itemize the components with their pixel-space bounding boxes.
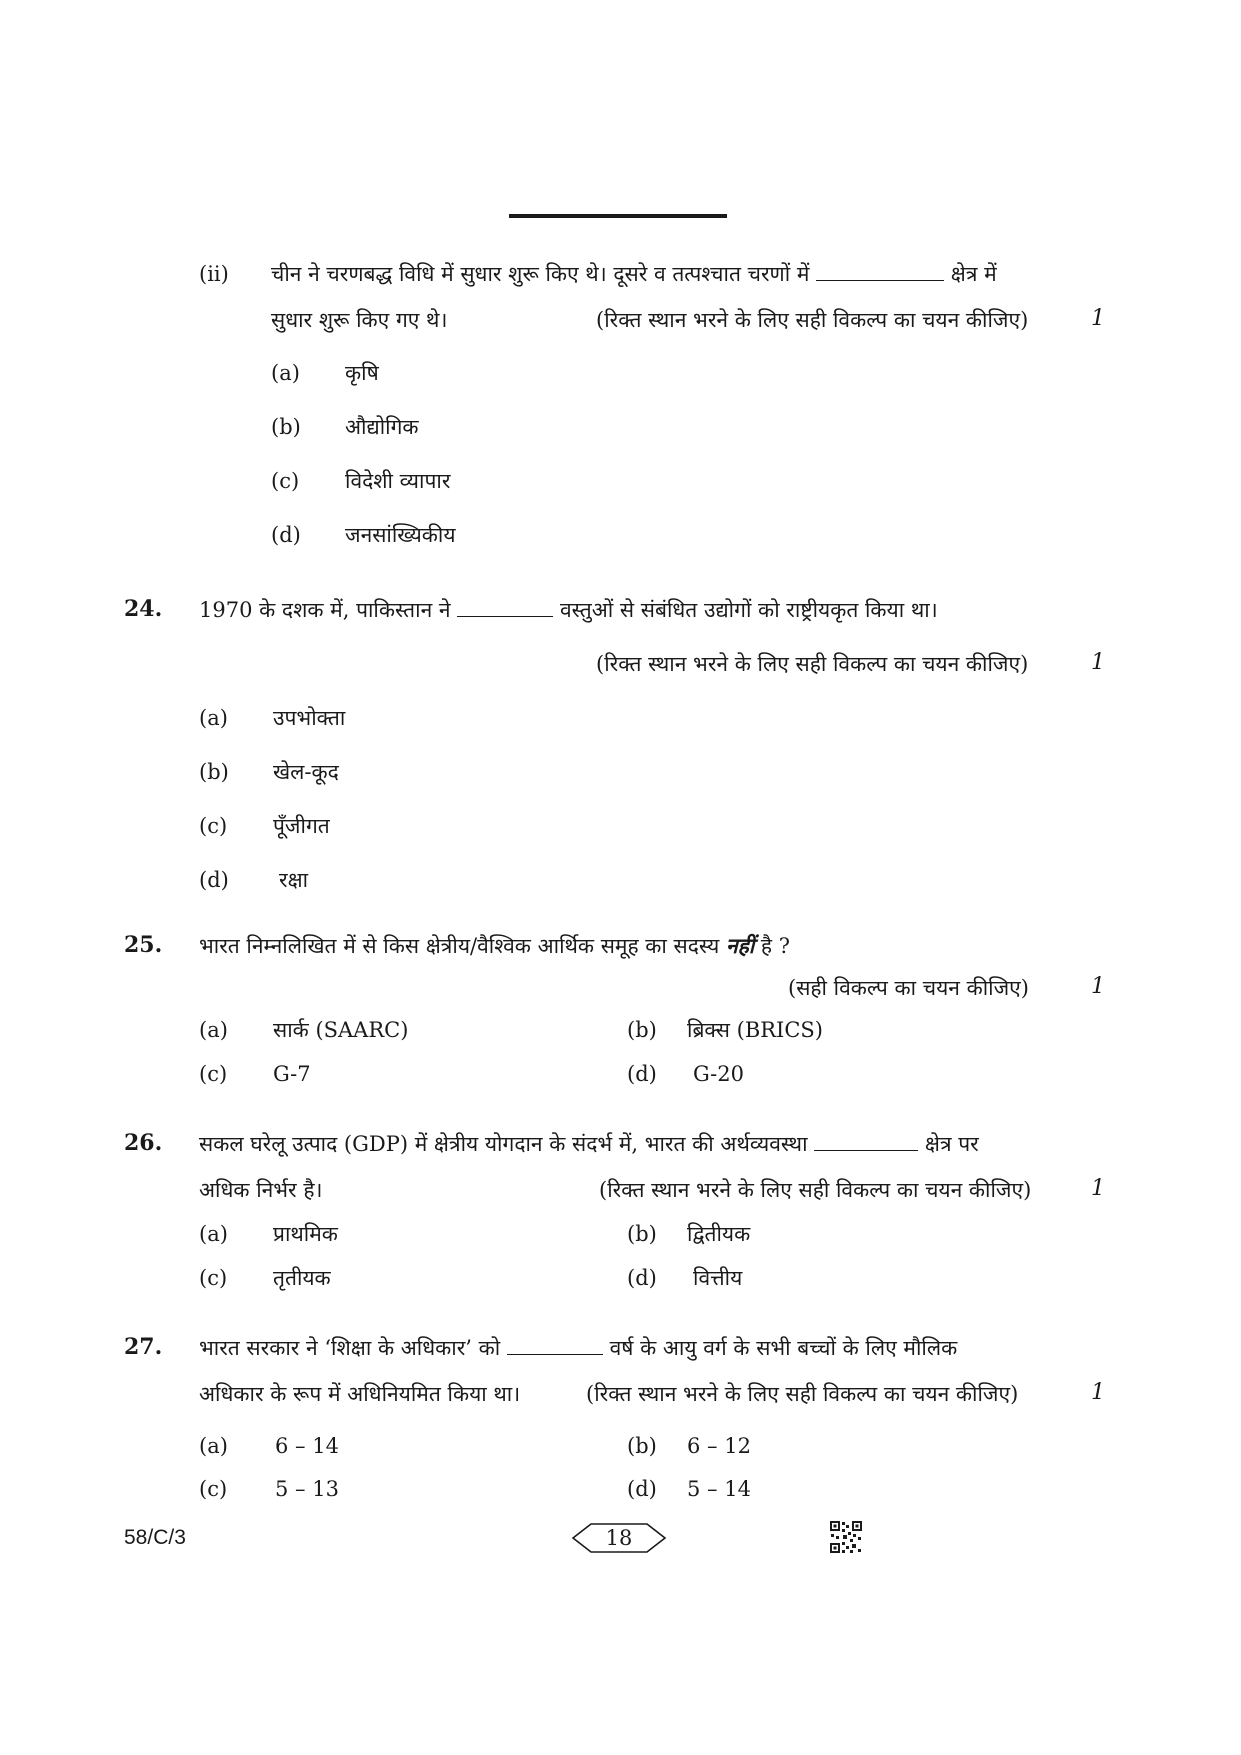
q23ii-option-label: (c) (271, 469, 300, 493)
q26-text-before: सकल घरेलू उत्पाद (GDP) में क्षेत्रीय योगदान के संदर्भ में, भारत की अर्थव्यवस्था (199, 1132, 808, 1156)
q27-number: 27. (124, 1334, 163, 1360)
q24-number: 24. (124, 596, 163, 622)
paper-code: 58/C/3 (124, 1526, 186, 1549)
q27-option-label: (b) (627, 1434, 657, 1458)
q23ii-text-after: क्षेत्र में (950, 262, 997, 286)
q23ii-option-text: विदेशी व्यापार (345, 469, 451, 493)
q25-option-label: (a) (199, 1018, 228, 1042)
q27-option-text: 6 – 14 (275, 1434, 339, 1458)
q25-option-label: (d) (627, 1062, 657, 1086)
q23ii-blank (816, 262, 944, 281)
q26-marks: 1 (1091, 1176, 1105, 1201)
q24-instruction: (रिक्त स्थान भरने के लिए सही विकल्प का चयन कीजिए) (596, 652, 1029, 676)
page-number-badge (571, 1521, 667, 1555)
q23ii-label: (ii) (199, 262, 229, 286)
q24-option-label: (b) (199, 760, 229, 784)
q26-line1 (199, 1130, 979, 1158)
q25-option-text: G-20 (693, 1062, 744, 1086)
q23ii-option-text: औद्योगिक (345, 415, 419, 439)
q23ii-option-text: जनसांख्यिकीय (345, 523, 456, 547)
q23ii-line2: सुधार शुरू किए गए थे। (271, 308, 448, 332)
q23ii-instruction: (रिक्त स्थान भरने के लिए सही विकल्प का चयन कीजिए) (596, 308, 1029, 332)
q26-option-text: तृतीयक (273, 1266, 331, 1290)
q26-option-text: द्वितीयक (687, 1222, 751, 1246)
q23ii-text-before: चीन ने चरणबद्ध विधि में सुधार शुरू किए थे। दूसरे व तत्पश्चात चरणों में (271, 262, 810, 286)
q24-option-text: पूँजीगत (273, 814, 330, 838)
q24-text-after: वस्तुओं से संबंधित उद्योगों को राष्ट्रीयकृत किया था। (559, 598, 938, 622)
q27-option-text: 5 – 14 (687, 1477, 751, 1501)
q24-option-text: रक्षा (279, 868, 309, 892)
q24-option-text: खेल-कूद (273, 760, 339, 784)
q26-option-label: (b) (627, 1222, 657, 1246)
q27-blank (507, 1336, 603, 1355)
q26-option-label: (a) (199, 1222, 228, 1246)
q27-text-after: वर्ष के आयु वर्ग के सभी बच्चों के लिए मौलिक (609, 1336, 958, 1360)
qr-code-icon (830, 1521, 862, 1553)
q25-marks: 1 (1091, 974, 1105, 999)
q25-text-emph: नहीं (725, 933, 755, 958)
top-rule (509, 214, 727, 218)
q25-instruction: (सही विकल्प का चयन कीजिए) (788, 976, 1029, 1000)
q26-option-label: (c) (199, 1266, 228, 1290)
q27-option-label: (d) (627, 1477, 657, 1501)
q24-option-text: उपभोक्ता (273, 706, 346, 730)
q25-text-before: भारत निम्नलिखित में से किस क्षेत्रीय/वैश्विक आर्थिक समूह का सदस्य (199, 934, 720, 958)
q24-text-before: 1970 के दशक में, पाकिस्तान ने (199, 598, 451, 622)
q25-option-text: ब्रिक्स (BRICS) (687, 1018, 823, 1042)
q23ii-option-label: (d) (271, 523, 301, 547)
q27-line1 (199, 1334, 957, 1362)
q25-text-after: है ? (760, 934, 790, 958)
q26-instruction: (रिक्त स्थान भरने के लिए सही विकल्प का चयन कीजिए) (599, 1178, 1032, 1202)
q26-option-label: (d) (627, 1266, 657, 1290)
q23ii-marks: 1 (1091, 306, 1105, 331)
q24-option-label: (a) (199, 706, 228, 730)
q24-marks: 1 (1091, 650, 1105, 675)
q27-option-label: (a) (199, 1434, 228, 1458)
q23ii-line1 (271, 260, 997, 288)
q27-text-before: भारत सरकार ने ‘शिक्षा के अधिकार’ को (199, 1336, 501, 1360)
q26-option-text: प्राथमिक (273, 1222, 338, 1246)
q23ii-option-label: (a) (271, 361, 300, 385)
q24-blank (457, 598, 553, 617)
page-number: 18 (605, 1526, 633, 1550)
q27-option-text: 6 – 12 (687, 1434, 751, 1458)
q24-line1 (199, 596, 938, 624)
q25-number: 25. (124, 932, 163, 958)
q25-line1 (199, 932, 790, 960)
q27-option-text: 5 – 13 (275, 1477, 339, 1501)
q26-option-text: वित्तीय (693, 1266, 743, 1290)
q26-number: 26. (124, 1130, 163, 1156)
q25-option-label: (c) (199, 1062, 228, 1086)
q25-option-text: सार्क (SAARC) (273, 1018, 409, 1042)
q27-line2: अधिकार के रूप में अधिनियमित किया था। (199, 1382, 521, 1406)
q27-marks: 1 (1091, 1380, 1105, 1405)
q26-text-after: क्षेत्र पर (924, 1132, 979, 1156)
q23ii-option-text: कृषि (345, 361, 379, 385)
q27-option-label: (c) (199, 1477, 228, 1501)
q23ii-option-label: (b) (271, 415, 301, 439)
q24-option-label: (d) (199, 868, 229, 892)
q25-option-label: (b) (627, 1018, 657, 1042)
q26-line2: अधिक निर्भर है। (199, 1178, 323, 1202)
q26-blank (814, 1132, 918, 1151)
q25-option-text: G-7 (273, 1062, 311, 1086)
q24-option-label: (c) (199, 814, 228, 838)
q27-instruction: (रिक्त स्थान भरने के लिए सही विकल्प का चयन कीजिए) (586, 1382, 1019, 1406)
